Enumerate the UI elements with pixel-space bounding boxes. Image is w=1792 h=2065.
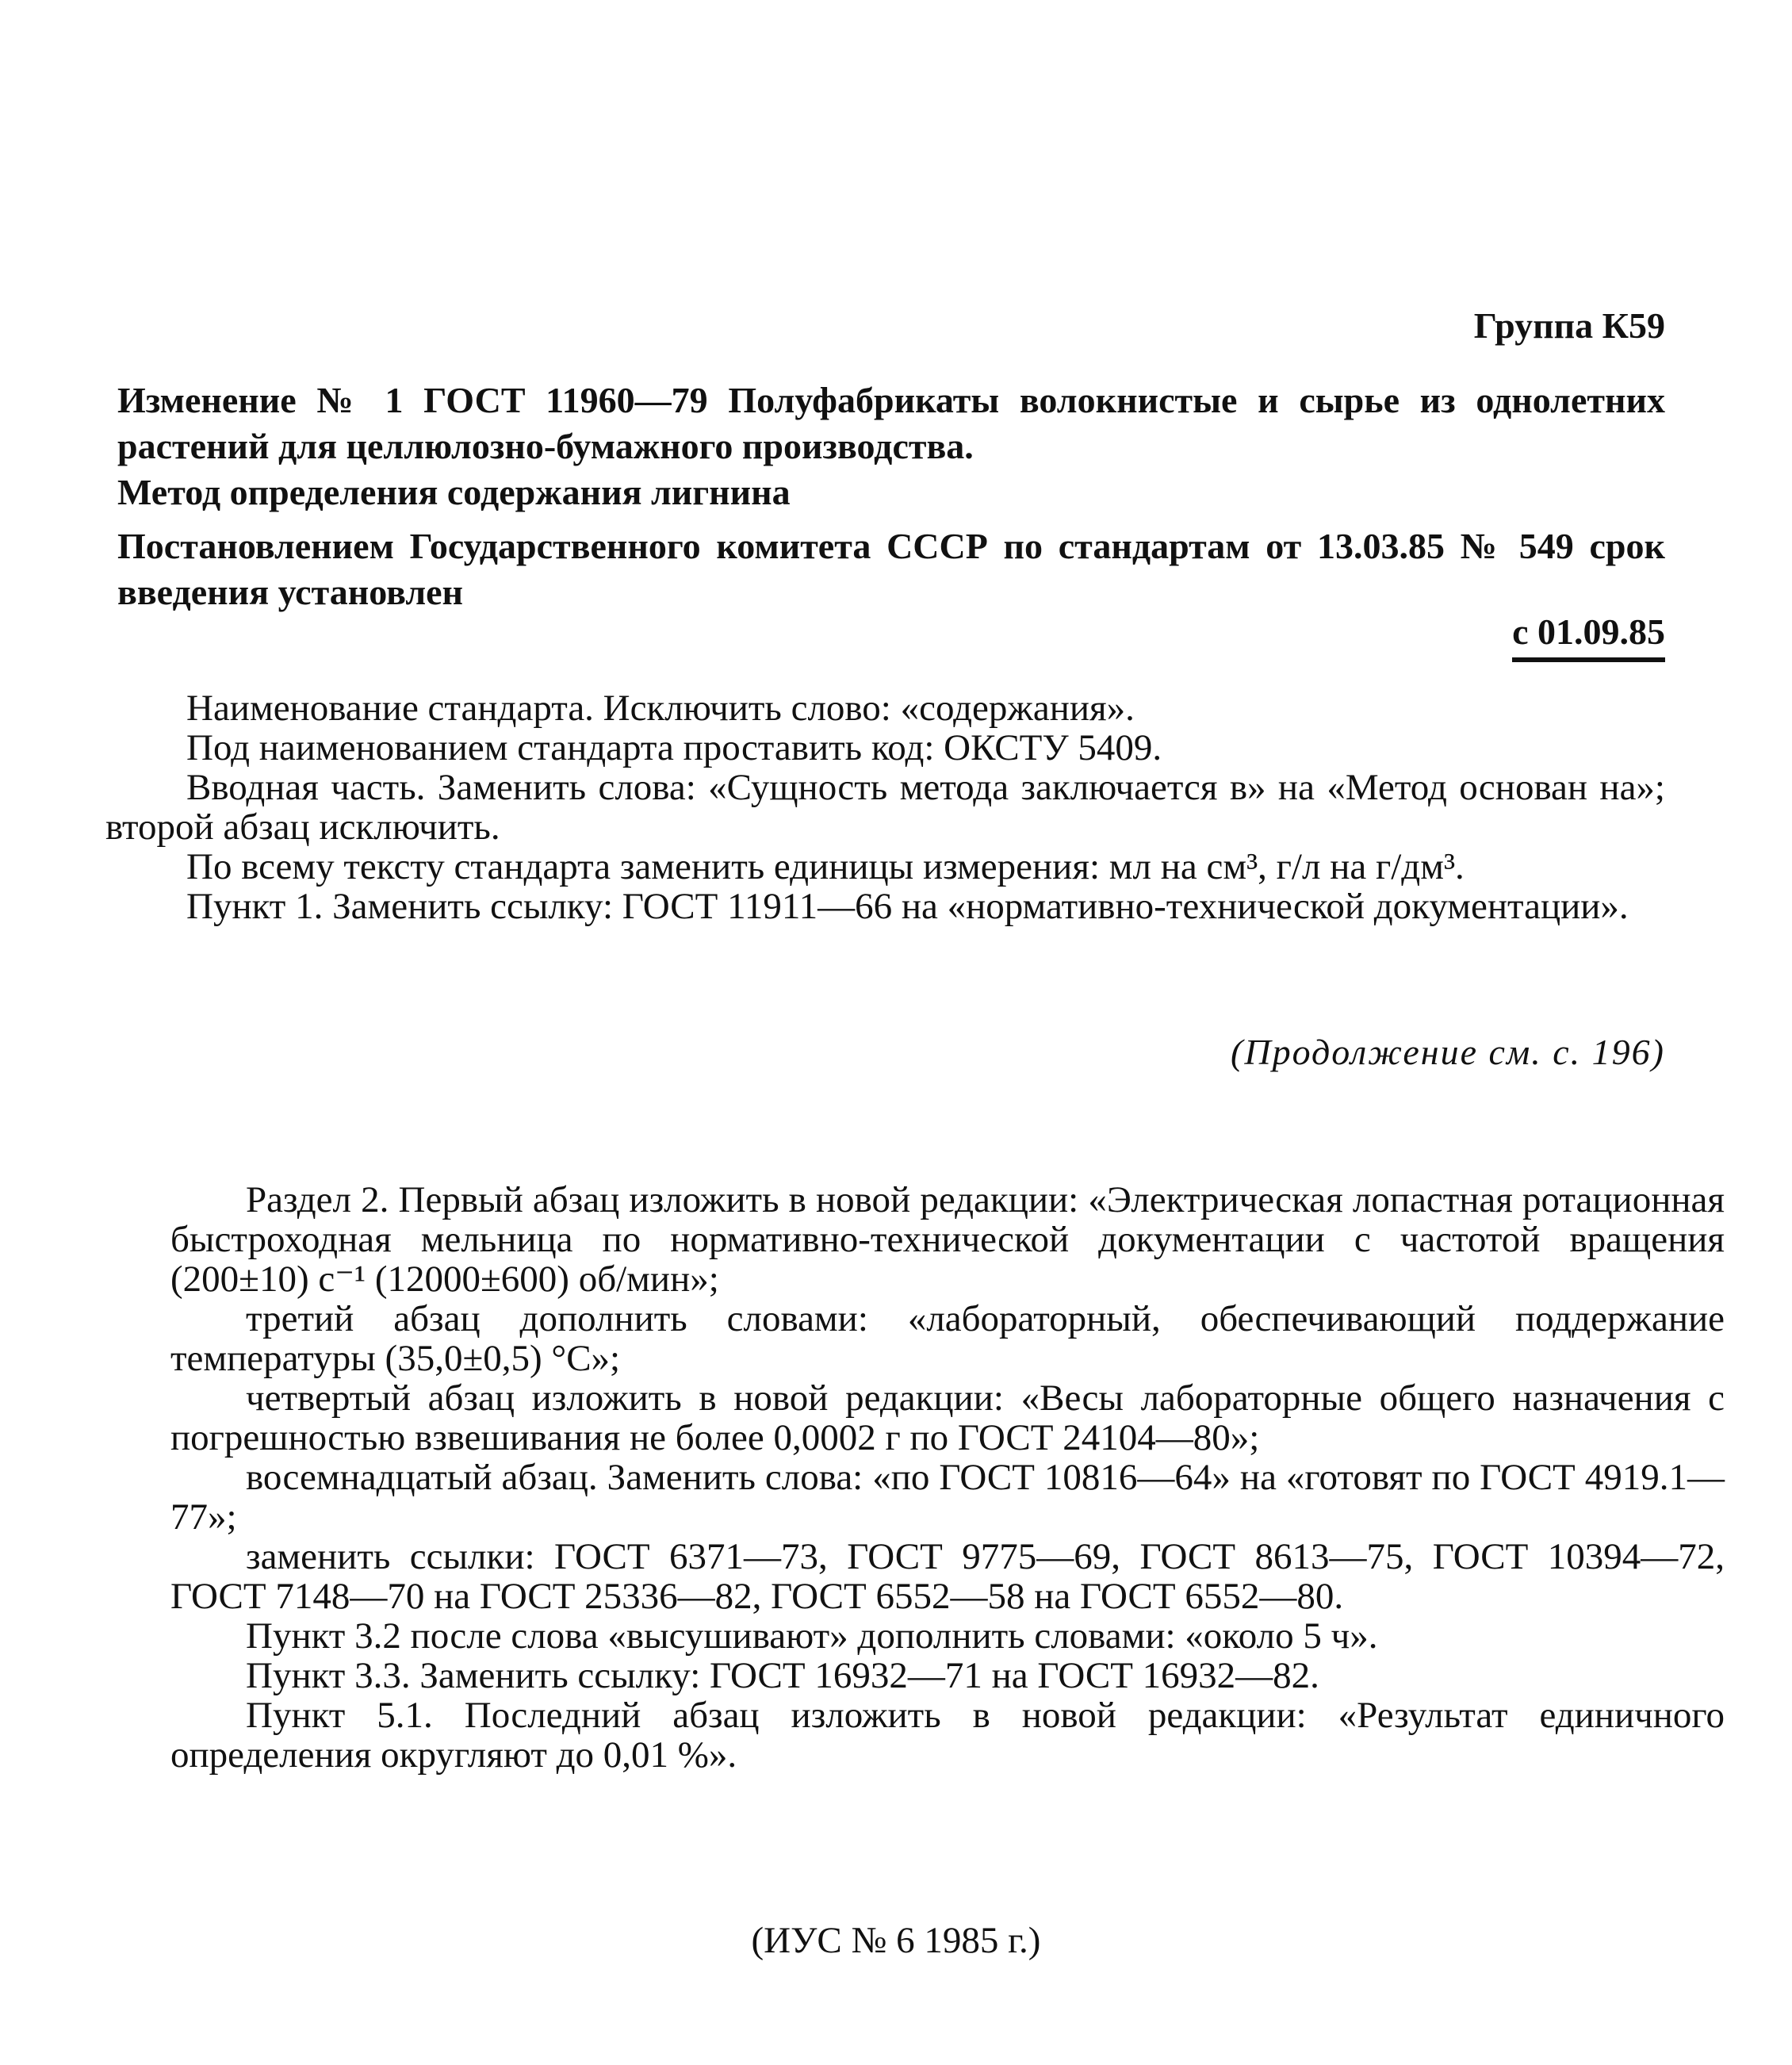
amendment-part-2 <box>170 1180 1725 1775</box>
amendment-subtitle: Метод определения содержания лигнина <box>117 472 791 512</box>
amendment-header <box>117 377 1665 515</box>
paragraph: Вводная часть. Заменить слова: «Сущность метода заключается в» на «Метод основан на»; второй абзац исключить. <box>105 767 1665 848</box>
paragraph: третий абзац дополнить словами: «лабораторный, обеспечивающий поддержание температуры (35,0±0,5) °С»; <box>170 1298 1725 1379</box>
paragraph: Пункт 3.3. Заменить ссылку: ГОСТ 16932—71 на ГОСТ 16932—82. <box>246 1655 1319 1696</box>
amendment-part-1 <box>105 688 1665 926</box>
paragraph: заменить ссылки: ГОСТ 6371—73, ГОСТ 9775—69, ГОСТ 8613—75, ГОСТ 10394—72, ГОСТ 7148—70 на ГОСТ 25336—82, ГОСТ 6552—58 на ГОСТ 6552—80. <box>170 1536 1725 1617</box>
amendment-title: Изменение № 1 ГОСТ 11960—79 Полуфабрикаты волокнистые и сырье из однолетних растений для целлюлозно-бумажного производства. <box>117 380 1665 466</box>
paragraph: четвертый абзац изложить в новой редакции: «Весы лабораторные общего назначения с погрешностью взвешивания не более 0,0002 г по ГОСТ 24104—80»; <box>170 1377 1725 1458</box>
paragraph: Раздел 2. Первый абзац изложить в новой редакции: «Электрическая лопастная ротационная быстроходная мельница по нормативно-технической документации с частотой вращения (200±10) с⁻¹ (12000±600) об/мин»; <box>170 1179 1725 1300</box>
group-code: Группа К59 <box>1473 305 1665 346</box>
paragraph: Под наименованием стандарта проставить код: ОКСТУ 5409. <box>186 727 1162 768</box>
paragraph: Пункт 1. Заменить ссылку: ГОСТ 11911—66 на «нормативно-технической документации». <box>186 886 1629 927</box>
effective-date: с 01.09.85 <box>1512 611 1665 662</box>
continuation-note: (Продолжение см. с. 196) <box>1231 1032 1665 1072</box>
paragraph: Пункт 3.2 после слова «высушивают» дополнить словами: «около 5 ч». <box>246 1615 1378 1657</box>
source-reference: (ИУС № 6 1985 г.) <box>751 1920 1041 1961</box>
paragraph: Пункт 5.1. Последний абзац изложить в новой редакции: «Результат единичного определения округляют до 0,01 %». <box>170 1695 1725 1776</box>
decree-block <box>117 523 1665 615</box>
paragraph: По всему тексту стандарта заменить единицы измерения: мл на см³, г/л на г/дм³. <box>186 846 1465 887</box>
paragraph: Наименование стандарта. Исключить слово: «содержания». <box>186 688 1135 729</box>
decree-text: Постановлением Государственного комитета СССР по стандартам от 13.03.85 № 549 срок введения установлен <box>117 526 1665 612</box>
paragraph: восемнадцатый абзац. Заменить слова: «по ГОСТ 10816—64» на «готовят по ГОСТ 4919.1—77»; <box>170 1457 1725 1538</box>
